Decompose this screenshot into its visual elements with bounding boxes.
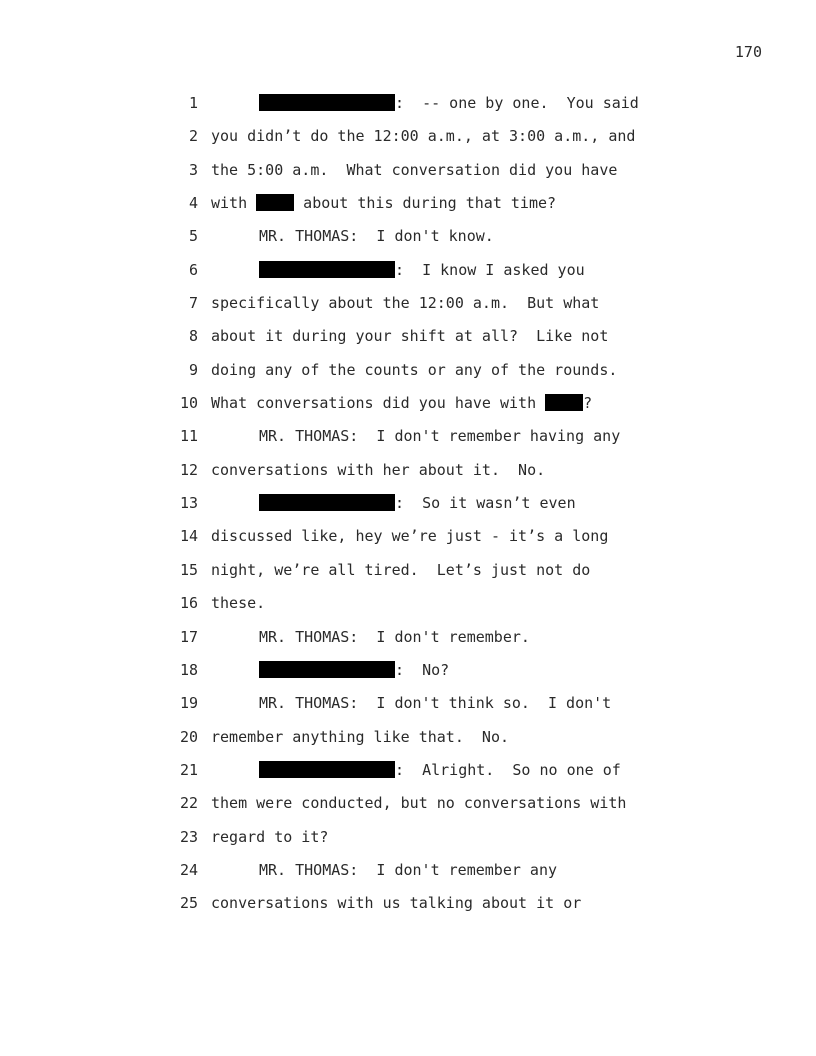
- transcript-line: [0, 426, 816, 459]
- line-text: [259, 93, 639, 113]
- line-text: [259, 760, 621, 780]
- line-text: [259, 860, 557, 880]
- line-text-pre: these.: [211, 594, 266, 613]
- line-text-pre: conversations with us talking about it or: [211, 894, 582, 913]
- transcript-line: [0, 360, 816, 393]
- line-number: 4: [188, 194, 198, 213]
- transcript-body: [0, 93, 816, 927]
- line-text-pre: discussed like, hey we’re just - it’s a long: [211, 527, 609, 546]
- line-text-pre: What conversations did you have with: [211, 394, 546, 413]
- line-text-pre: specifically about the 12:00 a.m. But what: [211, 294, 600, 313]
- transcript-line: [0, 260, 816, 293]
- redaction-block: [259, 661, 395, 678]
- line-number: 22: [179, 794, 198, 813]
- line-number: 25: [179, 894, 198, 913]
- line-text-pre: MR. THOMAS: I don't know.: [259, 227, 494, 246]
- transcript-line: [0, 393, 816, 426]
- line-text-post: : Alright. So no one of: [395, 760, 621, 779]
- line-text: [211, 193, 556, 213]
- transcript-line: [0, 160, 816, 193]
- line-text: [211, 827, 328, 847]
- transcript-line: [0, 693, 816, 726]
- line-number: 12: [179, 460, 198, 479]
- transcript-line: [0, 526, 816, 559]
- transcript-line: [0, 760, 816, 793]
- line-text-pre: you didn’t do the 12:00 a.m., at 3:00 a.m., and: [211, 127, 636, 146]
- line-text: [211, 293, 599, 313]
- transcript-line: [0, 660, 816, 693]
- line-text-pre: the 5:00 a.m. What conversation did you have: [211, 160, 618, 179]
- line-number: 10: [179, 394, 198, 413]
- redaction-block: [259, 494, 395, 511]
- line-number: 18: [179, 660, 198, 679]
- redaction-block: [259, 761, 395, 778]
- line-text-pre: about it during your shift at all? Like not: [211, 327, 609, 346]
- transcript-line: [0, 493, 816, 526]
- line-number: 17: [179, 627, 198, 646]
- line-number: 1: [188, 94, 198, 112]
- transcript-line: [0, 560, 816, 593]
- line-text: [211, 560, 590, 580]
- transcript-line: [0, 93, 816, 126]
- line-number: 13: [179, 494, 198, 513]
- transcript-line: [0, 627, 816, 660]
- line-text-pre: night, we’re all tired. Let’s just not do: [211, 560, 591, 579]
- line-text-post: : So it wasn’t even: [395, 494, 576, 513]
- line-number: 6: [188, 260, 198, 279]
- line-number: 23: [179, 827, 198, 846]
- transcript-line: [0, 860, 816, 893]
- line-text-post: : -- one by one. You said: [395, 94, 639, 112]
- line-text: [211, 526, 608, 546]
- transcript-line: [0, 793, 816, 826]
- line-text: [259, 260, 585, 280]
- line-number: 16: [179, 594, 198, 613]
- line-number: 9: [188, 360, 198, 379]
- line-text-pre: conversations with her about it. No.: [211, 460, 546, 479]
- redaction-block: [259, 261, 395, 278]
- line-number: 3: [188, 160, 198, 179]
- line-number: 21: [179, 760, 198, 779]
- transcript-line: [0, 326, 816, 359]
- line-text: [211, 460, 545, 480]
- line-number: 2: [188, 127, 198, 146]
- line-text-pre: with: [211, 194, 257, 213]
- transcript-line: [0, 193, 816, 226]
- redaction-block: [256, 194, 294, 211]
- transcript-line: [0, 893, 816, 926]
- line-text: [211, 360, 617, 380]
- line-text: [211, 160, 617, 180]
- line-text: [211, 326, 608, 346]
- line-number: 19: [179, 694, 198, 713]
- page-number: 170: [734, 43, 762, 61]
- line-text-post: : I know I asked you: [395, 260, 585, 279]
- line-text: [211, 727, 509, 747]
- line-text-post: : No?: [395, 660, 450, 679]
- transcript-line: [0, 593, 816, 626]
- line-text: [259, 660, 449, 680]
- line-text: [259, 693, 611, 713]
- line-text-pre: MR. THOMAS: I don't remember any: [259, 860, 558, 879]
- transcript-line: [0, 827, 816, 860]
- line-text: [211, 793, 626, 813]
- line-text-post: about this during that time?: [294, 194, 557, 213]
- line-text: [211, 393, 592, 413]
- transcript-line: [0, 460, 816, 493]
- line-text-pre: regard to it?: [211, 827, 329, 846]
- line-number: 15: [179, 560, 198, 579]
- transcript-line: [0, 727, 816, 760]
- line-text: [259, 226, 494, 246]
- line-number: 7: [188, 294, 198, 313]
- line-number: 14: [179, 527, 198, 546]
- line-text-post: ?: [583, 394, 593, 413]
- line-text: [211, 126, 635, 146]
- transcript-line: [0, 126, 816, 159]
- line-text: [211, 893, 581, 913]
- line-text-pre: MR. THOMAS: I don't remember having any: [259, 427, 621, 446]
- line-text-pre: MR. THOMAS: I don't remember.: [259, 627, 530, 646]
- line-text-pre: MR. THOMAS: I don't think so. I don't: [259, 694, 612, 713]
- redaction-block: [259, 94, 395, 111]
- redaction-block: [545, 394, 583, 411]
- line-number: 20: [179, 727, 198, 746]
- line-number: 24: [179, 860, 198, 879]
- line-text-pre: doing any of the counts or any of the rounds.: [211, 360, 618, 379]
- line-text: [211, 593, 265, 613]
- transcript-line: [0, 226, 816, 259]
- line-number: 8: [188, 327, 198, 346]
- line-text: [259, 627, 530, 647]
- line-text-pre: them were conducted, but no conversations with: [211, 794, 627, 813]
- line-number: 5: [188, 227, 198, 246]
- transcript-line: [0, 293, 816, 326]
- line-text: [259, 493, 576, 513]
- line-text: [259, 426, 620, 446]
- line-text-pre: remember anything like that. No.: [211, 727, 510, 746]
- line-number: 11: [179, 427, 198, 446]
